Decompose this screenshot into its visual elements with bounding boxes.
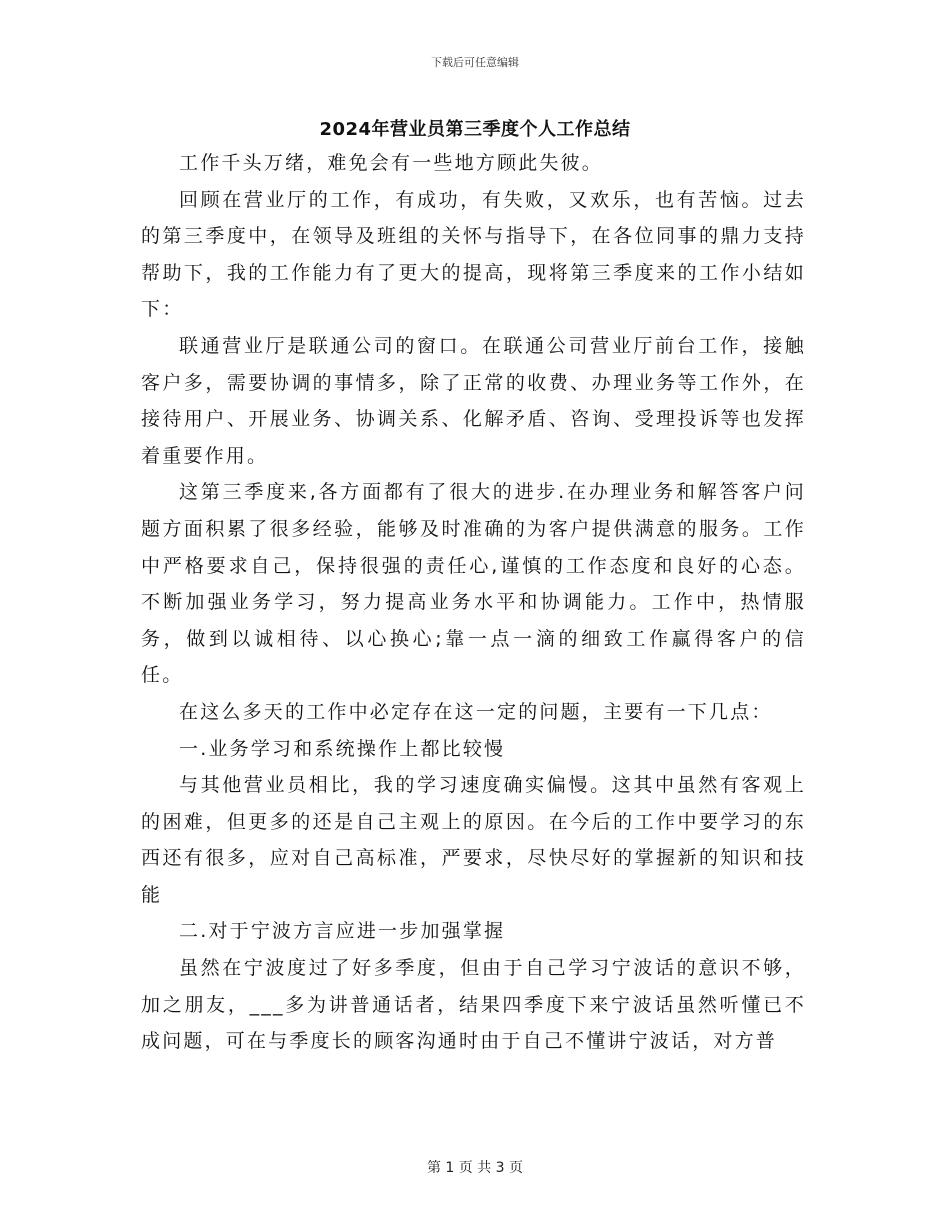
section-heading-1: 一.业务学习和系统操作上都比较慢: [179, 737, 506, 760]
paragraph-intro: 工作千头万绪，难免会有一些地方顾此失彼。: [179, 152, 604, 174]
paragraph-review: 回顾在营业厅的工作，有成功，有失败，又欢乐，也有苦恼。过去的第三季度中，在领导及班组的关怀与指导下，在各位同事的鼎力支持帮助下，我的工作能力有了更大的提高，现将第三季度来的工作小结如下：: [141, 188, 806, 321]
page-header: 下载后可任意编辑: [431, 56, 519, 69]
document-title: 2024年营业员第三季度个人工作总结: [319, 119, 631, 140]
paragraph-dialect: 虽然在宁波度过了好多季度，但由于自己学习宁波话的意识不够，加之朋友，___多为讲普通话者，结果四季度下来宁波话虽然听懂已不成问题，可在与季度长的顾客沟通时由于自己不懂讲宁波话，对方普: [141, 957, 806, 1053]
page-number: 第 1 页 共 3 页: [426, 1160, 524, 1176]
paragraph-problems-intro: 在这么多天的工作中必定存在这一定的问题，主要有一下几点：: [179, 700, 773, 723]
paragraph-learning-speed: 与其他营业员相比，我的学习速度确实偏慢。这其中虽然有客观上的困难，但更多的还是自己主观上的原因。在今后的工作中要学习的东西还有很多，应对自己高标准，严要求，尽快尽好的掌握新的知识和技能: [141, 774, 806, 906]
paragraph-progress: 这第三季度来,各方面都有了很大的进步.在办理业务和解答客户问题方面积累了很多经验，能够及时准确的为客户提供满意的服务。工作中严格要求自己，保持很强的责任心,谨慎的工作态度和良好的心态。不断加强业务学习，努力提高业务水平和协调能力。工作中，热情服务，做到以诚相待、以心换心;靠一点一滴的细致工作赢得客户的信任。: [141, 481, 806, 687]
paragraph-hall-role: 联通营业厅是联通公司的窗口。在联通公司营业厅前台工作，接触客户多，需要协调的事情多，除了正常的收费、办理业务等工作外，在接待用户、开展业务、协调关系、化解矛盾、咨询、受理投诉等也发挥着重要作用。: [141, 334, 806, 467]
document-body: [141, 145, 806, 1060]
section-heading-2: 二.对于宁波方言应进一步加强掌握: [179, 920, 506, 943]
